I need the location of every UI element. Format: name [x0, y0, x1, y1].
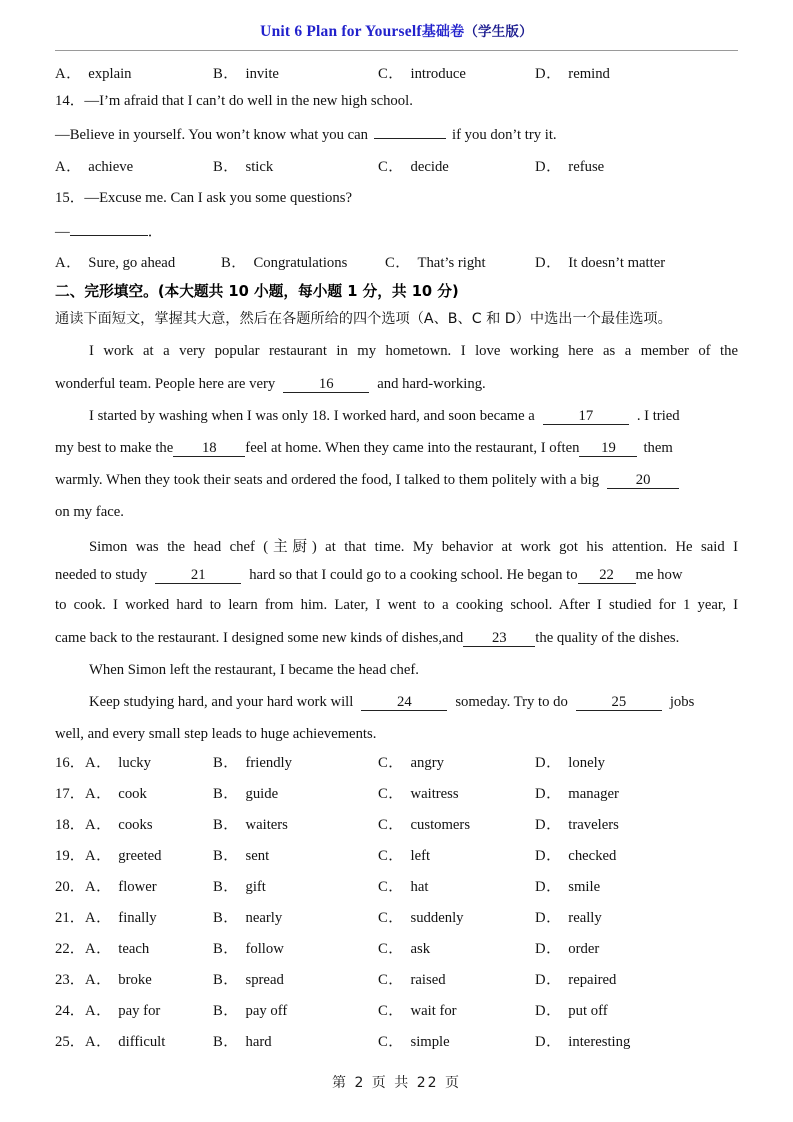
passage-text: them	[643, 440, 673, 456]
passage-paragraph-3-line-2	[55, 566, 682, 584]
option-a[interactable]: A． cooks	[85, 817, 153, 833]
option-c[interactable]: C． angry	[378, 755, 444, 771]
passage-text: jobs	[669, 694, 695, 710]
cloze-options-row-22	[55, 937, 745, 959]
option-d[interactable]: D． repaired	[535, 972, 617, 988]
passage-text: the quality of the dishes.	[535, 630, 680, 646]
option-d[interactable]: D． put off	[535, 1003, 608, 1019]
answer-blank-17[interactable]: 17	[543, 409, 629, 425]
answer-blank-21[interactable]: 21	[155, 568, 241, 584]
option-b[interactable]: B． guide	[213, 786, 279, 802]
question-number: 17．	[55, 786, 85, 802]
option-a[interactable]: A． achieve	[55, 159, 134, 175]
option-c[interactable]: C． ask	[378, 941, 431, 957]
answer-blank-18[interactable]: 18	[173, 441, 245, 457]
cloze-options-row-19	[55, 844, 745, 866]
option-a[interactable]: A． difficult	[85, 1034, 166, 1050]
option-d[interactable]: D． refuse	[535, 159, 605, 175]
option-d[interactable]: D． travelers	[535, 817, 619, 833]
page-title-chinese-sub: （学生版）	[464, 24, 533, 40]
cloze-options-row-25	[55, 1030, 745, 1052]
page-title	[0, 20, 793, 41]
page-title-english: Unit 6 Plan for Yourself	[260, 23, 422, 40]
page-footer: 第 2 页 共 22 页	[332, 1075, 461, 1091]
section-heading-detail: (本大题共 10 小题，每小题 1 分，共 10 分)	[157, 283, 459, 300]
passage-paragraph-3-line-3: to cook. I worked hard to learn from him. Later, I went to a cooking school. After I studied for 1 year, I	[55, 597, 738, 613]
question-number: 23．	[55, 972, 85, 988]
option-d[interactable]: D． It doesn’t matter	[535, 255, 666, 271]
option-c[interactable]: C． suddenly	[378, 910, 464, 926]
answer-blank-19[interactable]: 19	[579, 441, 637, 457]
option-c[interactable]: C． raised	[378, 972, 446, 988]
option-a[interactable]: A． lucky	[85, 755, 151, 771]
passage-text: my best to make the	[55, 440, 174, 456]
option-d[interactable]: D． checked	[535, 848, 617, 864]
passage-text: I started by washing when I was only 18. I worked hard, and soon became a	[89, 408, 535, 424]
option-a[interactable]: A． pay for	[85, 1003, 161, 1019]
passage-paragraph-2-line-4: on my face.	[55, 504, 124, 520]
passage-paragraph-1-line-1: I work at a very popular restaurant in my hometown. I love working here as a member of the	[89, 343, 738, 359]
passage-text: needed to study	[55, 567, 148, 583]
question-14-options	[55, 155, 745, 177]
answer-blank-23[interactable]: 23	[463, 631, 535, 647]
cloze-options-row-17	[55, 782, 745, 804]
question-number: 18．	[55, 817, 85, 833]
option-c[interactable]: C． That’s right	[385, 255, 486, 271]
option-c[interactable]: C． wait for	[378, 1003, 457, 1019]
option-d[interactable]: D． really	[535, 910, 602, 926]
option-a[interactable]: A． broke	[85, 972, 152, 988]
answer-blank-22[interactable]: 22	[578, 568, 636, 584]
passage-paragraph-2-line-2	[55, 439, 673, 457]
dash-marker: —	[55, 223, 70, 240]
cloze-options-row-16	[55, 751, 745, 773]
option-d[interactable]: D． interesting	[535, 1034, 631, 1050]
option-c[interactable]: C． introduce	[378, 66, 466, 82]
passage-text: warmly. When they took their seats and ordered the food, I talked to them politely with a big	[55, 472, 600, 488]
option-b[interactable]: B． waiters	[213, 817, 288, 833]
section-heading-cloze	[55, 280, 459, 301]
option-a[interactable]: A． teach	[85, 941, 150, 957]
option-a[interactable]: A． greeted	[85, 848, 162, 864]
option-d[interactable]: D． order	[535, 941, 600, 957]
option-d[interactable]: D． lonely	[535, 755, 606, 771]
question-number: 24．	[55, 1003, 85, 1019]
question-13-options	[55, 62, 745, 84]
option-c[interactable]: C． customers	[378, 817, 471, 833]
answer-blank-20[interactable]: 20	[607, 473, 679, 489]
question-15-line-2	[55, 221, 162, 241]
question-number: 16．	[55, 755, 85, 771]
passage-paragraph-5-line-1	[89, 693, 694, 711]
cloze-options-row-21	[55, 906, 745, 928]
option-b[interactable]: B． spread	[213, 972, 284, 988]
question-number: 20．	[55, 879, 85, 895]
passage-paragraph-1-line-2	[55, 375, 486, 393]
cloze-options-row-20	[55, 875, 745, 897]
option-c[interactable]: C． decide	[378, 159, 449, 175]
option-b[interactable]: B． follow	[213, 941, 284, 957]
passage-text: hard so that I could go to a cooking school. He began to	[249, 567, 578, 583]
cloze-options-row-24	[55, 999, 745, 1021]
option-b[interactable]: B． hard	[213, 1034, 272, 1050]
question-14-line-1	[55, 92, 413, 110]
option-c[interactable]: C． hat	[378, 879, 429, 895]
answer-blank-16[interactable]: 16	[283, 377, 369, 393]
header-divider	[55, 50, 738, 51]
passage-text: feel at home. When they came into the restaurant, I often	[245, 440, 580, 456]
question-number: 19．	[55, 848, 85, 864]
option-c[interactable]: C． left	[378, 848, 431, 864]
option-a[interactable]: A． flower	[85, 879, 157, 895]
answer-blank-25[interactable]: 25	[576, 695, 662, 711]
option-b[interactable]: B． nearly	[213, 910, 283, 926]
question-14-number: 14．	[55, 93, 85, 109]
passage-text: someday. Try to do	[455, 694, 568, 710]
option-b[interactable]: B． friendly	[213, 755, 292, 771]
answer-blank-15[interactable]	[70, 221, 148, 236]
option-a[interactable]: A． explain	[55, 66, 132, 82]
passage-text: and hard-working.	[377, 376, 486, 392]
question-number: 21．	[55, 910, 85, 926]
question-number: 22．	[55, 941, 85, 957]
question-number: 25．	[55, 1034, 85, 1050]
question-14-line-2	[55, 124, 557, 144]
option-a[interactable]: A． finally	[85, 910, 157, 926]
section-instruction: 通读下面短文，掌握其大意，然后在各题所给的四个选项（A、B、C 和 D）中选出一个最佳选项。	[55, 311, 672, 327]
answer-blank-14[interactable]	[374, 124, 446, 139]
option-d[interactable]: D． remind	[535, 66, 610, 82]
option-d[interactable]: D． manager	[535, 786, 619, 802]
option-b[interactable]: B． invite	[213, 66, 279, 82]
option-a[interactable]: A． cook	[85, 786, 147, 802]
passage-text: me how	[635, 567, 683, 583]
passage-paragraph-2-line-3	[55, 471, 679, 489]
question-14-text-before: —Believe in yourself. You won’t know what you can	[55, 126, 369, 143]
passage-paragraph-3-line-1: Simon was the head chef (主厨) at that time. My behavior at work got his attention. He said I	[89, 539, 738, 555]
passage-paragraph-5-line-2: well, and every small step leads to huge achievements.	[55, 726, 377, 742]
option-b[interactable]: B． gift	[213, 879, 266, 895]
passage-text: . I tried	[636, 408, 680, 424]
passage-text: Keep studying hard, and your hard work will	[89, 694, 354, 710]
question-14-text-after: if you don’t try it.	[452, 126, 557, 143]
question-15-number: 15．	[55, 190, 85, 206]
question-15-period: ．	[147, 223, 163, 240]
passage-paragraph-4: When Simon left the restaurant, I became the head chef.	[89, 662, 419, 678]
option-a[interactable]: A． Sure, go ahead	[55, 255, 176, 271]
question-15-options	[55, 251, 745, 273]
option-c[interactable]: C． simple	[378, 1034, 450, 1050]
cloze-options-row-18	[55, 813, 745, 835]
option-b[interactable]: B． stick	[213, 159, 274, 175]
question-15-line-1	[55, 189, 352, 207]
question-15-text: —Excuse me. Can I ask you some questions?	[84, 190, 352, 206]
option-b[interactable]: B． sent	[213, 848, 270, 864]
cloze-options-row-23	[55, 968, 745, 990]
option-d[interactable]: D． smile	[535, 879, 601, 895]
passage-text: came back to the restaurant. I designed some new kinds of dishes,and	[55, 630, 464, 646]
section-heading-title: 二、完形填空。	[55, 283, 158, 300]
answer-blank-24[interactable]: 24	[361, 695, 447, 711]
page-title-chinese: 基础卷	[421, 24, 465, 40]
passage-text: wonderful team. People here are very	[55, 376, 276, 392]
question-14-text: —I’m afraid that I can’t do well in the new high school.	[84, 93, 413, 109]
option-b[interactable]: B． Congratulations	[221, 255, 348, 271]
passage-paragraph-2-line-1	[55, 407, 680, 425]
option-c[interactable]: C． waitress	[378, 786, 459, 802]
passage-paragraph-3-line-4	[55, 629, 679, 647]
option-b[interactable]: B． pay off	[213, 1003, 288, 1019]
